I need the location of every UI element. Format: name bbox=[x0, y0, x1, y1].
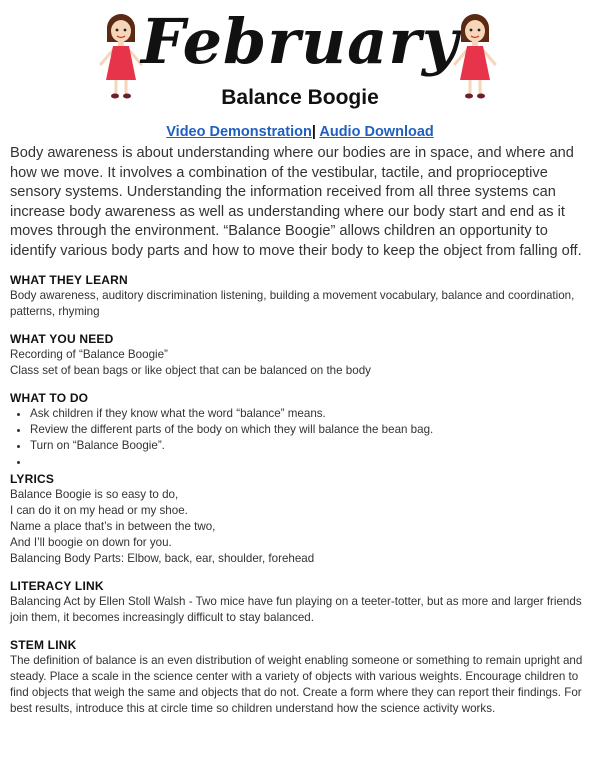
what-to-do-step: • Turn on “Balance Boogie”. bbox=[30, 438, 590, 454]
page-header bbox=[0, 0, 600, 118]
body-parts-line: Balancing Body Parts: Elbow, back, ear, shoulder, forehead bbox=[10, 552, 315, 565]
lyrics-heading: LYRICS bbox=[10, 472, 55, 486]
link-separator: | bbox=[311, 124, 316, 140]
lyrics-block bbox=[10, 487, 590, 567]
video-demonstration-link[interactable]: Video Demonstration bbox=[166, 124, 312, 140]
activity-title: Balance Boogie bbox=[221, 86, 379, 109]
what-you-need-heading: WHAT YOU NEED bbox=[10, 332, 114, 346]
literacy-link-text: Balancing Act by Ellen Stoll Walsh - Two mice have fun playing on a teeter-totter, but as more and larger friends join them, it becomes increasingly difficult to stay balanced. bbox=[10, 595, 582, 624]
literacy-link-heading: LITERACY LINK bbox=[10, 579, 104, 593]
what-to-do-step bbox=[30, 454, 590, 470]
stem-link-heading: STEM LINK bbox=[10, 638, 77, 652]
what-you-need-item: Recording of “Balance Boogie” bbox=[10, 348, 168, 361]
month-title: February bbox=[140, 5, 460, 78]
what-to-do-heading: WHAT TO DO bbox=[10, 391, 89, 405]
what-they-learn-heading: WHAT THEY LEARN bbox=[10, 273, 128, 287]
intro-paragraph: Body awareness is about understanding where our bodies are in space, and where and how we move. It involves a combination of the vestibular, tactile, and proprioceptive sensory systems. Understanding the information received from all three systems can increase body awareness as well as understanding where our body start and end as it moves through the environment. “Balance Boogie” allows children an opportunity to identify various body parts and how to move their body to keep the object from falling off. bbox=[10, 145, 582, 259]
lyrics-line: And I’ll boogie on down for you. bbox=[10, 536, 172, 549]
what-they-learn-text: Body awareness, auditory discrimination listening, building a movement vocabulary, balance and coordination, patterns, rhyming bbox=[10, 289, 575, 318]
audio-download-link[interactable]: Audio Download bbox=[319, 124, 434, 140]
media-links bbox=[0, 124, 600, 142]
stem-link-text: The definition of balance is an even distribution of weight enabling someone or something to remain upright and steady. Place a scale in the science center with a variety of objects with various weights. Encourage children to find objects that weigh the same and objects that do not. Create a form where they can report their findings. For best results, introduce this at circle time so children understand how the science activity works. bbox=[10, 654, 583, 715]
what-you-need-item: Class set of bean bags or like object that can be balanced on the body bbox=[10, 364, 371, 377]
lyrics-line: I can do it on my head or my shoe. bbox=[10, 504, 188, 517]
page-content bbox=[0, 144, 600, 717]
lyrics-line: Balance Boogie is so easy to do, bbox=[10, 488, 179, 501]
what-to-do-list bbox=[10, 406, 590, 470]
lyrics-line: Name a place that’s in between the two, bbox=[10, 520, 216, 533]
what-to-do-step: • Review the different parts of the body on which they will balance the bean bag. bbox=[30, 422, 590, 438]
what-to-do-step: • Ask children if they know what the word “balance” means. bbox=[30, 406, 590, 422]
